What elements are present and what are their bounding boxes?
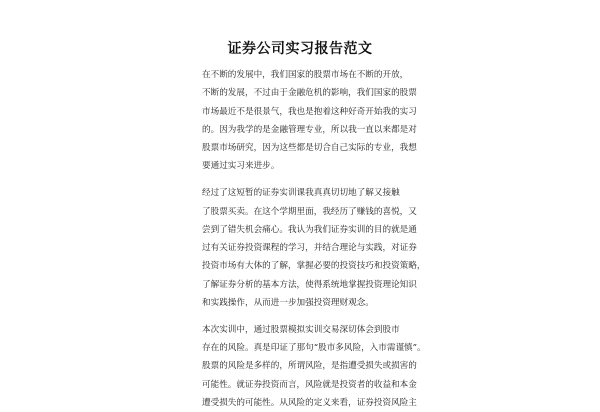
text-line: 不断的发展，不过由于金融危机的影响，我们国家的股票 (202, 88, 417, 99)
paragraph-1 (202, 66, 417, 176)
document-title: 证券公司实习报告范文 (227, 41, 373, 57)
text-line: 存在的风险。真是印证了那句“股市多风险，入市需谨慎”。 (202, 343, 426, 354)
text-line: 在不断的发展中，我们国家的股票市场在不断的开放， (202, 70, 409, 80)
paragraph-gap (202, 176, 402, 185)
text-line: 遭受损失的可能性。从风险的定义来看，证券投资风险主 (202, 398, 417, 409)
text-line: 要通过实习来进步。 (202, 161, 280, 172)
text-line: 的。因为我学的是金融管理专业，所以我一直以来都是对 (202, 124, 417, 135)
text-line: 了股票买卖。在这个学期里面，我经历了赚钱的喜悦，又 (202, 206, 417, 217)
text-line: 尝到了错失机会痛心。我认为我们证券实训的目的就是通 (202, 224, 417, 235)
text-line: 投资市场有大体的了解，掌握必要的投资技巧和投资策略， (202, 261, 426, 272)
paragraph-2 (202, 184, 426, 312)
paragraph-3 (202, 321, 426, 412)
text-line: 股票市场研究，因为这些都是切合自己实际的专业，我想 (202, 143, 417, 154)
text-line: 了解证券分析的基本方法，使得系统地掌握投资理论知识 (202, 279, 417, 290)
text-line: 本次实训中，通过股票模拟实训交易深切体会到股市 (202, 324, 400, 335)
text-line: 过有关证券投资课程的学习，并结合理论与实践，对证券 (202, 243, 417, 254)
text-line: 可能性。就证券投资而言，风险就是投资者的收益和本金 (202, 379, 417, 390)
paragraph-gap (202, 312, 402, 321)
text-line: 经过了这短暂的证券实训课我真真切切地了解又接触 (202, 188, 400, 199)
text-line: 和实践操作，从而进一步加强投资理财观念。 (202, 298, 374, 309)
text-line: 股票的风险是多样的，所谓风险，是指遭受损失或损害的 (202, 361, 417, 372)
text-line: 市场最近不是很景气，我也是抱着这种好奇开始我的实习 (202, 106, 417, 117)
document-body (202, 66, 426, 412)
